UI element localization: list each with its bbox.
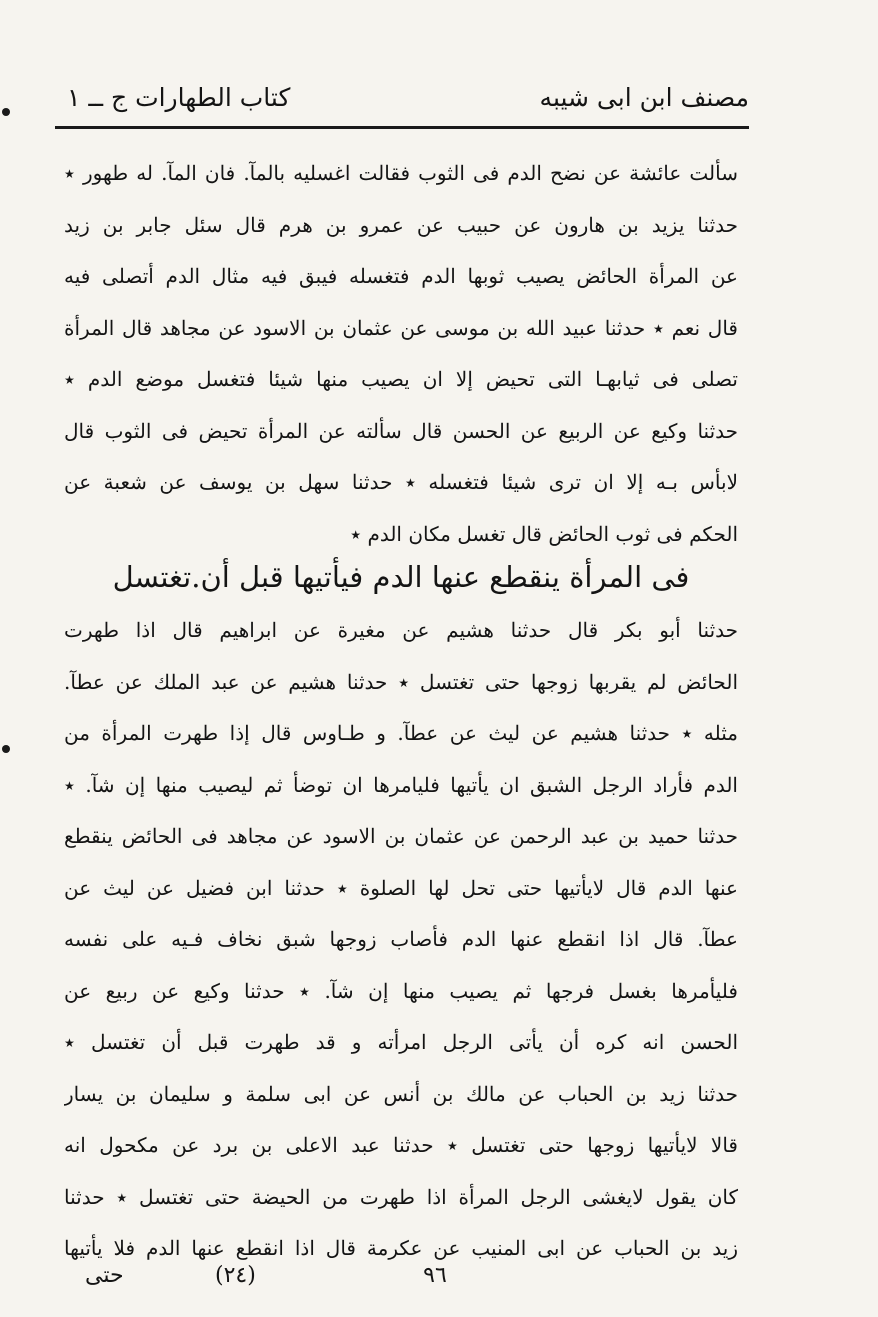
text-line: مثله ٭ حدثنا هشيم عن ليث عن عطآ. و طـاوس قال إذا طهرت المرأة من (64, 721, 738, 745)
text-line: عنها الدم قال لايأتيها حتى تحل لها الصلوة ٭ حدثنا ابن فضيل عن ليث عن (64, 875, 738, 900)
chapter-heading: فى المرأة ينقطع عنها الدم فيأتيها قبل أن.تغتسل (112, 560, 690, 594)
header-rule (55, 126, 749, 129)
text-line: عطآ. قال اذا انقطع عنها الدم فأصاب زوجها شبق نخاف فـيه على نفسه (64, 927, 738, 951)
margin-mark (2, 108, 10, 116)
text-line: سألت عائشة عن نضح الدم فى الثوب فقالت اغسليه بالمآ. فان المآ. له طهور ٭ (64, 161, 738, 185)
text-line: حدثنا حميد بن عبد الرحمن عن عثمان بن الاسود عن مجاهد فى الحائض ينقطع (64, 824, 738, 848)
text-line: حدثنا أبو بكر قال حدثنا هشيم عن مغيرة عن ابراهيم قال اذا طهرت (64, 618, 738, 642)
book-title: مصنف ابن ابى شيبه (539, 83, 749, 112)
text-line: الدم فأراد الرجل الشبق ان يأتيها فليامرها ان توضأ ثم ليصيب منها إن شآ. ٭ (64, 772, 738, 797)
text-line: فليأمرها بغسل فرجها ثم يصيب منها إن شآ. ٭ حدثنا وكيع عن ربيع عن (64, 978, 738, 1003)
page-number: ٩٦ (423, 1263, 447, 1288)
catchword: حتى (85, 1263, 124, 1288)
text-line: قالا لايأتيها زوجها حتى تغتسل ٭ حدثنا عبد الاعلى بن برد عن مكحول انه (64, 1133, 738, 1157)
text-line: زيد بن الحباب عن ابى المنيب عن عكرمة قال اذا انقطع عنها الدم فلا يأتيها (64, 1236, 738, 1260)
text-block-2 (64, 605, 738, 1275)
margin-mark (2, 745, 10, 753)
text-line: حدثنا زيد بن الحباب عن مالك بن أنس عن ابى سلمة و سليمان بن يسار (64, 1081, 738, 1106)
text-block-1 (64, 148, 738, 560)
text-line: كان يقول لايغشى الرجل المرأة اذا طهرت من الحيضة حتى تغتسل ٭ حدثنا (64, 1184, 738, 1209)
chapter-title: كتاب الطهارات ج ــ ١ (67, 83, 291, 112)
text-line: لابأس بـه إلا ان ترى شيئا فتغسله ٭ حدثنا سهل بن يوسف عن شعبة عن (64, 470, 738, 494)
text-line: تصلى فى ثيابهـا التى تحيض إلا ان يصيب منها شيئا فتغسل موضع الدم ٭ (64, 367, 738, 391)
page-footer (55, 1256, 749, 1296)
text-line: قال نعم ٭ حدثنا عبيد الله بن موسى عن عثمان بن الاسود عن مجاهد قال المرأة (64, 315, 738, 340)
text-line: الحسن انه كره أن يأتى الرجل امرأته و قد طهرت قبل أن تغتسل ٭ (64, 1030, 738, 1054)
text-line: حدثنا يزيد بن هارون عن حبيب عن عمرو بن هرم قال سئل جابر بن زيد (64, 212, 738, 237)
text-line: عن المرأة الحائض يصيب ثوبها الدم فتغسله فيبق فيه مثال الدم أتصلى فيه (64, 264, 738, 288)
text-line: حدثنا وكيع عن الربيع عن الحسن قال سألته عن المرأة تحيض فى الثوب قال (64, 418, 738, 443)
signature-mark: (٢٤) (215, 1263, 256, 1288)
text-line: الحكم فى ثوب الحائض قال تغسل مكان الدم ٭ (350, 521, 738, 546)
text-line: الحائض لم يقربها زوجها حتى تغتسل ٭ حدثنا هشيم عن عبد الملك عن عطآ. (64, 669, 738, 694)
running-header (55, 78, 749, 122)
